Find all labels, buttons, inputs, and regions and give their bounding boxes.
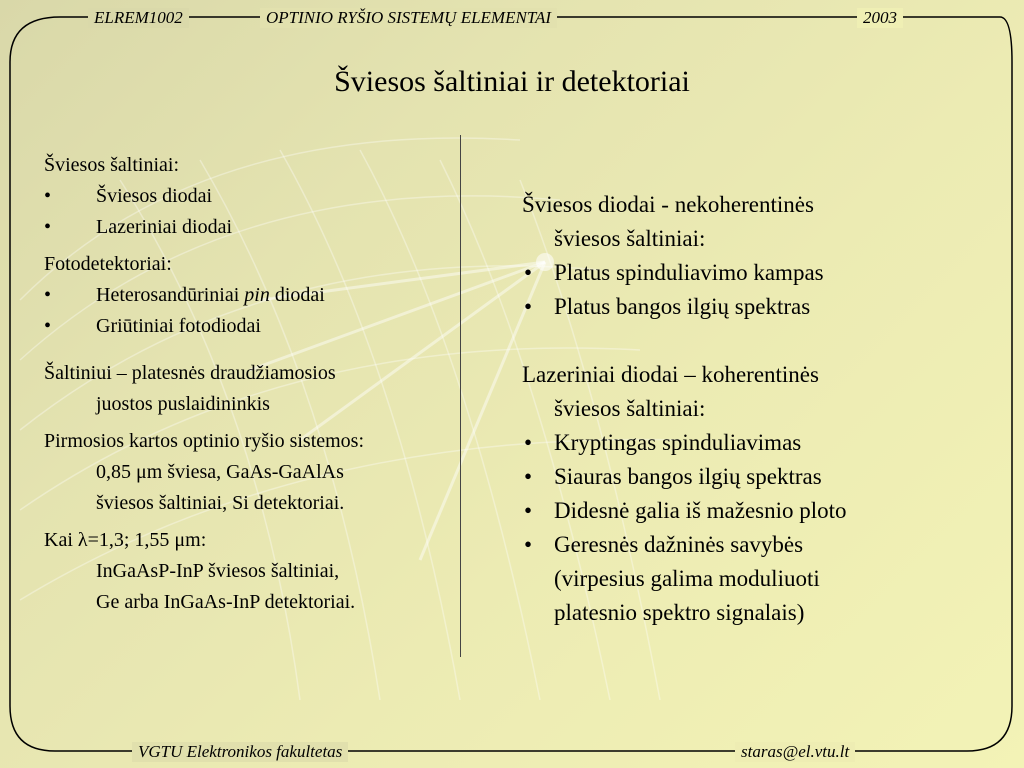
source-note-line-2: juostos puslaidininkis [96, 393, 270, 415]
list-item: • Heterosandūriniai pin diodai [44, 280, 456, 311]
list-item-continuation: platesnio spektro signalais) [554, 600, 805, 625]
column-divider [460, 135, 461, 657]
detectors-heading: Fotodetektoriai: [44, 253, 172, 275]
lambda-heading: Kai λ=1,3; 1,55 μm: [44, 529, 207, 551]
list-item: • Kryptingas spinduliavimas [522, 426, 992, 460]
source-note-line-1: Šaltiniui – platesnės draudžiamosios [44, 362, 336, 384]
list-item: • Didesnė galia iš mažesnio ploto [522, 494, 992, 528]
list-item: • Šviesos diodai [44, 181, 456, 212]
laser-heading-line-2: šviesos šaltiniai: [554, 396, 706, 421]
list-item: • Platus bangos ilgių spektras [522, 290, 992, 324]
list-item: • Siauras bangos ilgių spektras [522, 460, 992, 494]
laser-heading-line-1: Lazeriniai diodai – koherentinės [522, 362, 819, 387]
lambda-line-1: InGaAsP-InP šviesos šaltiniai, [96, 560, 340, 582]
first-gen-heading: Pirmosios kartos optinio ryšio sistemos: [44, 430, 365, 452]
list-item: • Platus spinduliavimo kampas [522, 256, 992, 290]
list-item: • Lazeriniai diodai [44, 212, 456, 243]
led-heading-line-2: šviesos šaltiniai: [554, 226, 706, 251]
led-heading-line-1: Šviesos diodai - nekoherentinės [522, 192, 814, 217]
header-course-title: OPTINIO RYŠIO SISTEMŲ ELEMENTAI [260, 8, 557, 28]
footer-email: staras@el.vtu.lt [735, 742, 855, 762]
header-year: 2003 [857, 8, 903, 28]
first-gen-line-1: 0,85 μm šviesa, GaAs-GaAlAs [96, 461, 344, 483]
list-item: • Geresnės dažninės savybės [522, 528, 992, 562]
list-item-continuation: (virpesius galima moduliuoti [554, 566, 820, 591]
footer-faculty: VGTU Elektronikos fakultetas [132, 742, 348, 762]
lambda-line-2: Ge arba InGaAs-InP detektoriai. [96, 591, 356, 613]
slide-title: Šviesos šaltiniai ir detektoriai [334, 65, 690, 98]
list-item: • Griūtiniai fotodiodai [44, 311, 456, 342]
first-gen-line-2: šviesos šaltiniai, Si detektoriai. [96, 492, 345, 514]
right-column [522, 188, 992, 630]
header-course-code: ELREM1002 [88, 8, 189, 28]
left-column [44, 150, 456, 618]
sources-heading: Šviesos šaltiniai: [44, 154, 179, 176]
